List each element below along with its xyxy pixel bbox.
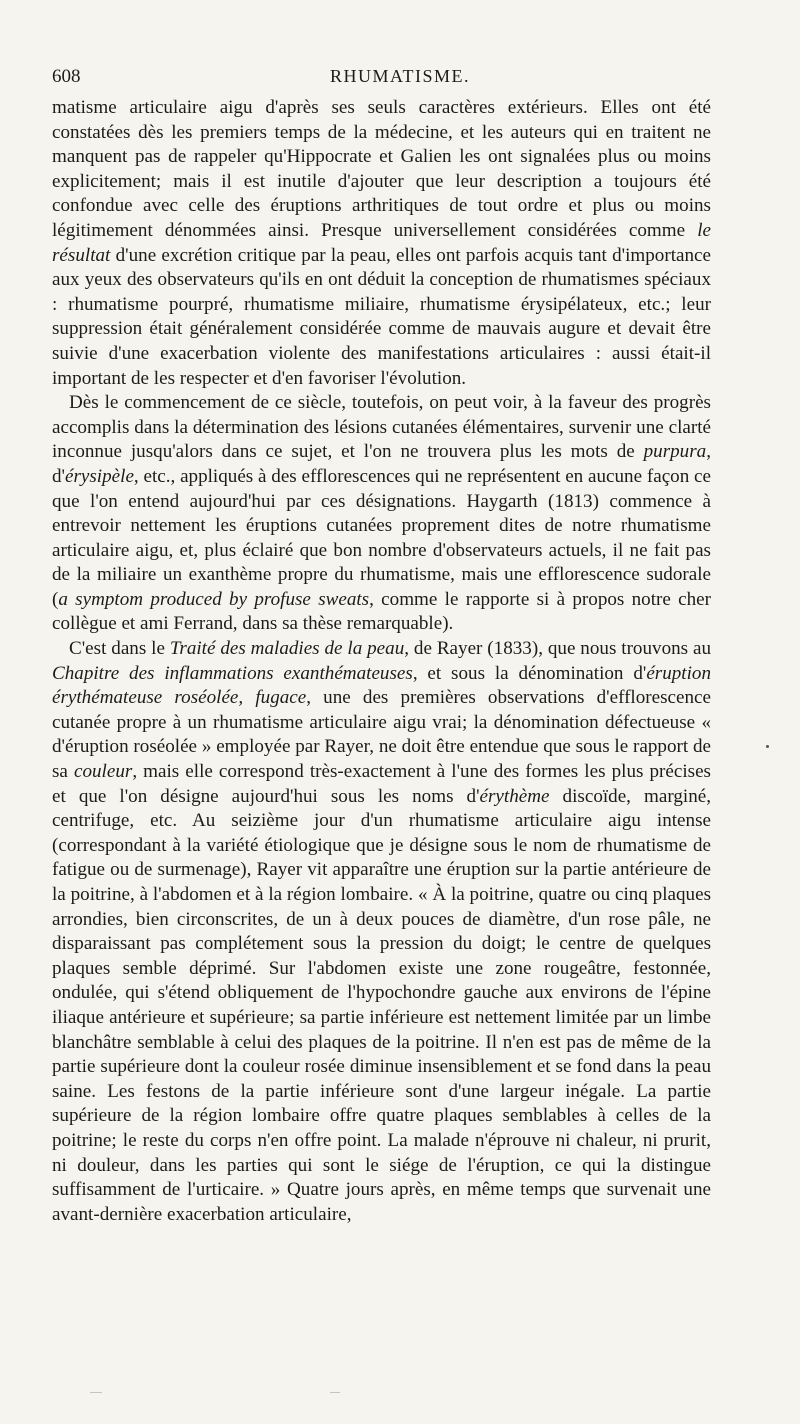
italic-run: couleur (73, 761, 133, 783)
paragraph-1 (52, 96, 711, 391)
text-run: Dès le commencement de ce siècle, toutefois, on peut voir, à la faveur des progrès accomplis dans la détermination des lésions cutanées élémentaires, survenir une clarté inconnue jusqu'alors dans ce sujet, et l'on ne trouvera plus les mots de (52, 392, 711, 463)
page-number: 608 (52, 66, 81, 87)
page-header (52, 66, 748, 90)
running-title: RHUMATISME. (329, 66, 470, 86)
body-text (52, 96, 711, 1227)
scan-artifact-line (90, 1392, 102, 1393)
italic-run: Traité des maladies de la peau (169, 638, 405, 660)
text-run: , de Rayer (1833), que nous trouvons au (404, 638, 711, 660)
text-run: discoïde, marginé, centrifuge, etc. Au seizième jour d'un rhumatisme articulaire aigu intense (correspondant à la variété étiologique que je désigne sous le nom de rhumatisme de fatigue ou de surmenage), Rayer vit apparaître une éruption sur la partie antérieure de la poitrine, à l'abdomen et à la région lombaire. « À la poitrine, quatre ou cinq plaques arrondies, bien circonscrites, de un à deux pouces de diamètre, d'un rose pâle, ne disparaissant pas complétement sous la pression du doigt; le centre de quelques plaques semble déprimé. Sur l'abdomen existe une zone rougeâtre, festonnée, ondulée, qui s'étend obliquement de l'hypochondre gauche aux environs de l'épine iliaque antérieure et supérieure; sa partie inférieure est nettement limitée par un limbe blanchâtre semblable à celui des plaques de la poitrine. Il n'en est pas de même de la partie supérieure dont la couleur rosée diminue insensiblement et se fond dans la peau saine. Les festons de la partie inférieure sont d'une largeur inégale. La partie supérieure de la région lombaire offre quatre plaques semblables à celles de la poitrine; le reste du corps n'en offre point. La malade n'éprouve ni chaleur, ni prurit, ni douleur, dans les parties qui sont le siége de l'éruption, ce qui la distingue suffisamment de l'urticaire. » Quatre jours après, en même temps que survenait une avant-dernière exacerbation articulaire, (52, 785, 711, 1225)
italic-run: purpura (643, 441, 707, 463)
text-run: d'une excrétion critique par la peau, elles ont parfois acquis tant d'importance aux yeux des observateurs qu'ils en ont déduit la conception de rhumatismes spéciaux : rhumatisme pourpré, rhumatisme miliaire, rhumatisme érysipélateux, etc.; leur suppression était généralement considérée comme de mauvais augure et devait être suivie d'une exacerbation violente des manifestations articulaires : aussi était-il important de les respecter et d'en favoriser l'évolution. (52, 244, 711, 389)
italic-run: érythème (479, 785, 550, 807)
paragraph-3 (52, 637, 711, 1227)
text-run: matisme articulaire aigu d'après ses seuls caractères extérieurs. Elles ont été constatées dès les premiers temps de la médecine, et les auteurs qui en traitent ne manquent pas de rappeler qu'Hippocrate et Galien les ont signalées plus ou moins explicitement; mais il est inutile d'ajouter que leur description a toujours été confondue avec celle des éruptions arthritiques de tout ordre et plus ou moins légitimement dénommées ainsi. Presque universellement considérées comme (52, 97, 711, 241)
italic-run: le résultat (52, 219, 711, 266)
text-run: , mais elle correspond très-exactement à l'une des formes les plus précises et que l'on désigne aujourd'hui sous les noms d' (52, 761, 711, 807)
text-run: , et sous la dénomination d' (412, 662, 647, 684)
italic-run: a symptom produced by profuse sweats (58, 588, 370, 610)
italic-run: éruption érythémateuse roséolée, fugace (52, 662, 712, 709)
scan-artifact-line (330, 1392, 340, 1393)
paragraph-2 (52, 391, 711, 637)
italic-run: Chapitre des inflammations exanthémateuses (52, 662, 413, 684)
text-run: , etc., appliqués à des efflorescences qui ne représentent en aucune façon ce que l'on entend aujourd'hui par ces désignations. Haygarth (1813) commence à entrevoir nettement les éruptions cutanées proprement dites de notre rhumatisme articulaire aigu, et, plus éclairé que bon nombre d'observateurs actuels, il ne fait pas de la miliaire un exanthème propre du rhumatisme, mais une efflorescence sudorale ( (52, 465, 711, 610)
print-speck (766, 745, 769, 748)
text-run: , une des premières observations d'efflorescence cutanée propre à un rhumatisme articulaire aigu vrai; la dénomination défectueuse « d'éruption roséolée » employée par Rayer, ne doit être entendue que sous le rapport de sa (52, 687, 711, 783)
text-run: , d' (52, 441, 711, 487)
italic-run: érysipèle (65, 465, 134, 487)
text-run: , comme le rapporte si à propos notre cher collègue et ami Ferrand, dans sa thèse remarquable). (52, 588, 712, 635)
text-run: C'est dans le (69, 638, 170, 660)
